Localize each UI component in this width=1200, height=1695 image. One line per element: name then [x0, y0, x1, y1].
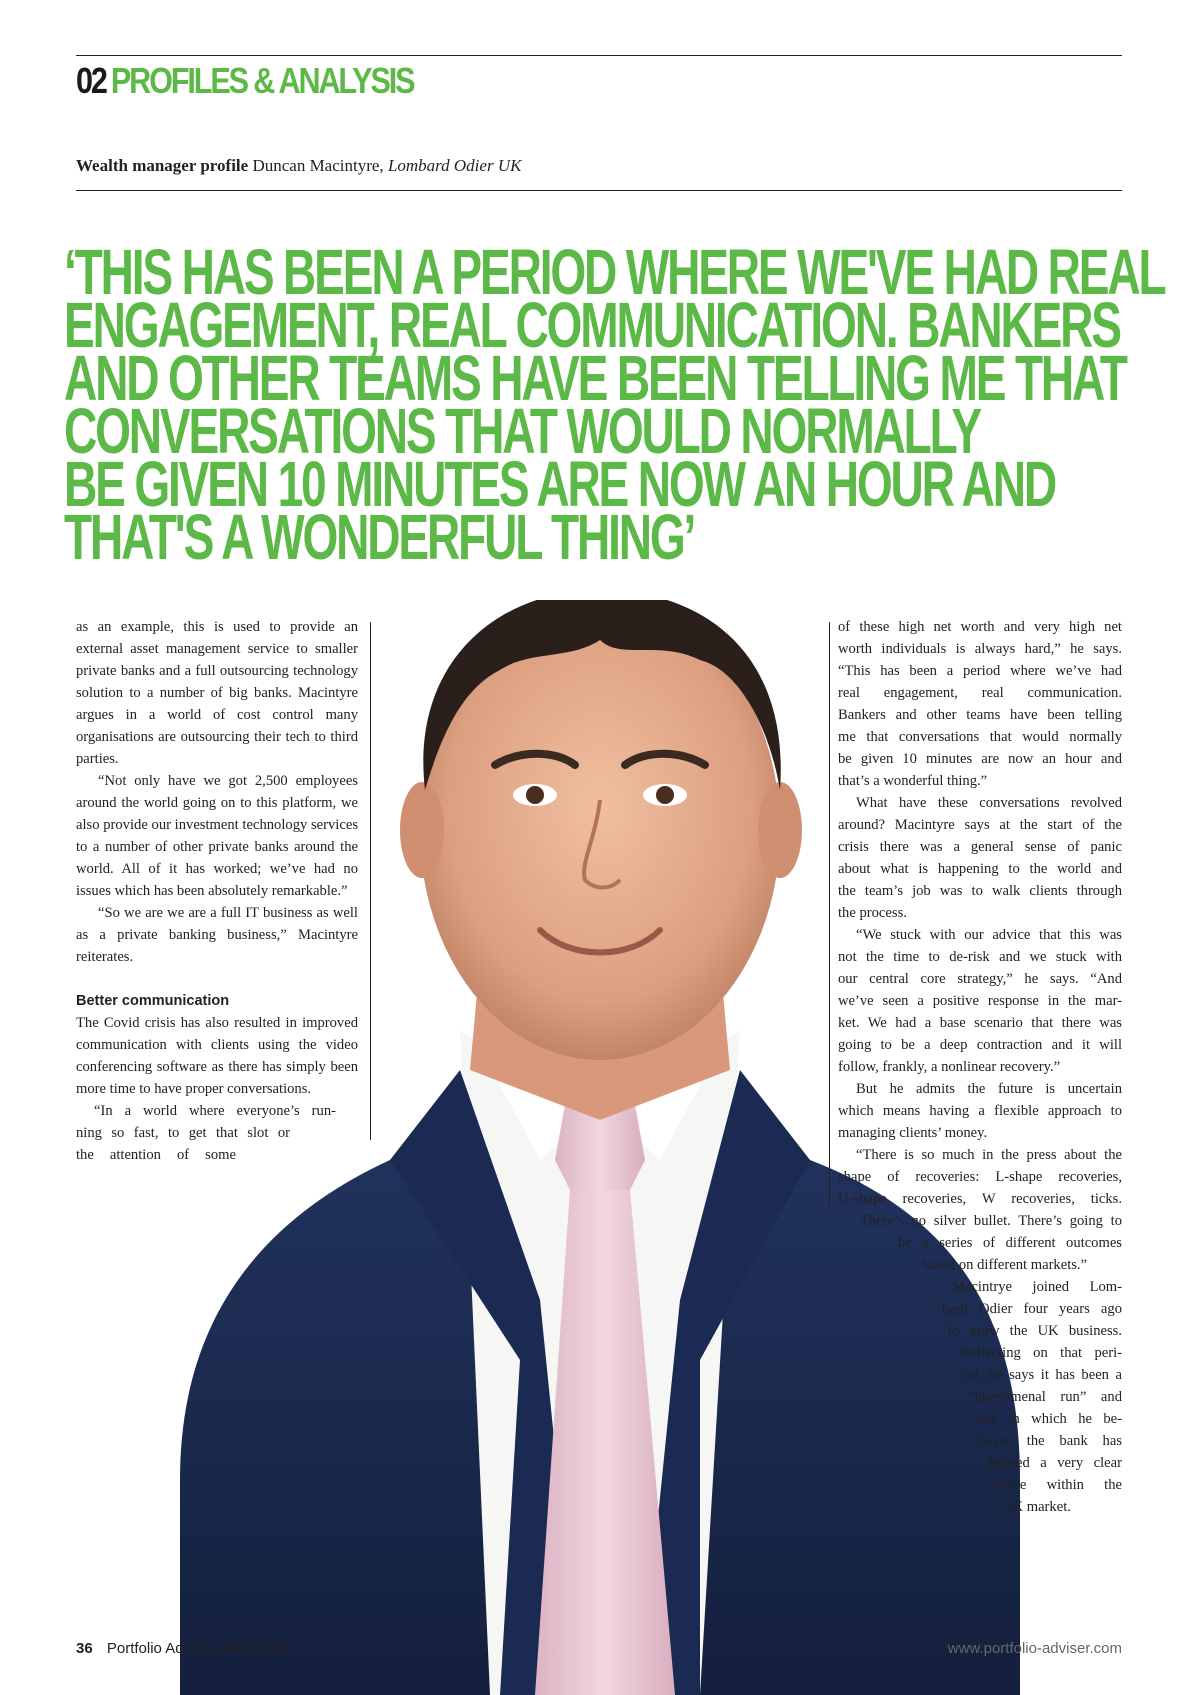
body-line: based on different markets.”: [922, 1257, 1088, 1273]
body-line: ning so fast, to get that slot or: [76, 1125, 290, 1141]
page-number: 36: [76, 1640, 93, 1657]
body-line: bard Odier four years ago: [942, 1301, 1122, 1317]
article-column-right: [838, 616, 1122, 1518]
body-line: which means having a flexible approach to: [838, 1103, 1122, 1119]
body-paragraph: as an example, this is used to provide an external asset management service to smaller private banks and a full outsourcing technology solution to a number of big banks. Macintyre argues in a world of cost control many organisations are outsourcing their tech to third parties.: [76, 619, 358, 767]
body-line: shape of recoveries: L-shape recoveries,: [838, 1169, 1122, 1185]
body-line: be given 10 minutes are now an hour and: [838, 751, 1122, 767]
body-line: the team’s job was to walk clients through: [838, 883, 1122, 899]
pull-quote-line: THAT'S A WONDERFUL THING’: [64, 501, 695, 573]
column-rule-left: [370, 622, 371, 1140]
issue-date: June 2020: [219, 1640, 292, 1657]
profile-organisation: Lombard Odier UK: [387, 156, 522, 175]
body-line: the process.: [838, 905, 907, 921]
body-line: defined a very clear: [986, 1455, 1122, 1471]
body-line: Reflecting on that peri-: [960, 1345, 1122, 1361]
subheading: Better communication: [76, 993, 230, 1009]
article-column-left: [76, 616, 358, 1166]
pull-quote-line: ‘THIS HAS BEEN A PERIOD WHERE WE'VE HAD REAL: [64, 236, 1165, 308]
body-line: “There is so much in the press about the: [856, 1147, 1122, 1163]
header-rule: [76, 55, 1122, 56]
body-line: lieves the bank has: [978, 1433, 1122, 1449]
publication-name: Portfolio Adviser: [106, 1640, 216, 1657]
body-line: around? Macintyre says at the start of the: [838, 817, 1122, 833]
body-line: There’s no silver bullet. There’s going to: [860, 1213, 1122, 1229]
body-paragraph-wrap: [76, 1100, 336, 1166]
body-line: we’ve seen a positive response in the mar-: [838, 993, 1122, 1009]
body-line: “In a world where everyone’s run-: [94, 1103, 336, 1119]
body-line: “This has been a period where we’ve had: [838, 663, 1122, 679]
body-line: our central core strategy,” he says. “And: [838, 971, 1122, 987]
website-link[interactable]: www.portfolio-adviser.com: [947, 1640, 1122, 1657]
profile-name: Duncan Macintyre,: [252, 156, 384, 175]
body-line: managing clients’ money.: [838, 1125, 988, 1141]
body-paragraph: “So we are we are a full IT business as well as a private banking business,” Macintyre reiterates.: [76, 905, 358, 965]
byline-rule: [76, 190, 1122, 191]
body-line: U-shape recoveries, W recoveries, ticks.: [838, 1191, 1122, 1207]
column-rule-right: [829, 622, 830, 1208]
section-header: [76, 60, 413, 102]
pull-quote: [64, 236, 1165, 573]
profile-byline: [76, 156, 521, 176]
body-line: “We stuck with our advice that this was: [856, 927, 1122, 943]
profile-label: Wealth manager profile: [76, 156, 249, 175]
body-line: space within the: [994, 1477, 1122, 1493]
body-line: But he admits the future is uncertain: [856, 1081, 1122, 1097]
section-number: 02: [76, 60, 106, 101]
body-line: Bankers and other teams have been telling: [838, 707, 1122, 723]
pull-quote-line: BE GIVEN 10 MINUTES ARE NOW AN HOUR AND: [64, 448, 1056, 520]
body-line: real engagement, real communication.: [838, 685, 1122, 701]
body-line: ket. We had a base scenario that there was: [838, 1015, 1122, 1031]
body-line: one in which he be-: [976, 1411, 1122, 1427]
body-line: going to be a deep contraction and it will: [838, 1037, 1122, 1053]
section-title: PROFILES & ANALYSIS: [110, 60, 414, 101]
pull-quote-line: ENGAGEMENT, REAL COMMUNICATION. BANKERS: [64, 289, 1120, 361]
body-line: “phenomenal run” and: [968, 1389, 1122, 1405]
body-line: od, he says it has been a: [964, 1367, 1122, 1383]
body-line: UK market.: [1002, 1499, 1071, 1515]
body-paragraph: The Covid crisis has also resulted in improved communication with clients using the video conferencing software as there has simply been more time to have proper conversations.: [76, 1015, 358, 1097]
page-footer: [76, 1640, 292, 1657]
body-line: not the time to de-risk and we stuck with: [838, 949, 1122, 965]
body-line: the attention of some: [76, 1147, 236, 1163]
body-line: follow, frankly, a nonlinear recovery.”: [838, 1059, 1061, 1075]
body-line: worth individuals is always hard,” he says.: [838, 641, 1122, 657]
body-line: crisis there was a general sense of panic: [838, 839, 1122, 855]
body-line: me that conversations that would normally: [838, 729, 1122, 745]
body-line: What have these conversations revolved: [856, 795, 1122, 811]
body-line: to grow the UK business.: [948, 1323, 1122, 1339]
body-line: of these high net worth and very high net: [838, 619, 1122, 635]
body-line: that’s a wonderful thing.”: [838, 773, 988, 789]
body-line: about what is happening to the world and: [838, 861, 1122, 877]
body-line: be a series of different outcomes: [898, 1235, 1122, 1251]
pull-quote-line: AND OTHER TEAMS HAVE BEEN TELLING ME THAT: [64, 342, 1126, 414]
body-line: Macintrye joined Lom-: [952, 1279, 1122, 1295]
body-paragraph: “Not only have we got 2,500 employees around the world going on to this platform, we also provide our investment technology services to a number of other private banks around the world. All of it has worked; we’ve had no issues which has been absolutely remarkable.”: [76, 773, 358, 899]
pull-quote-line: CONVERSATIONS THAT WOULD NORMALLY: [64, 395, 980, 467]
